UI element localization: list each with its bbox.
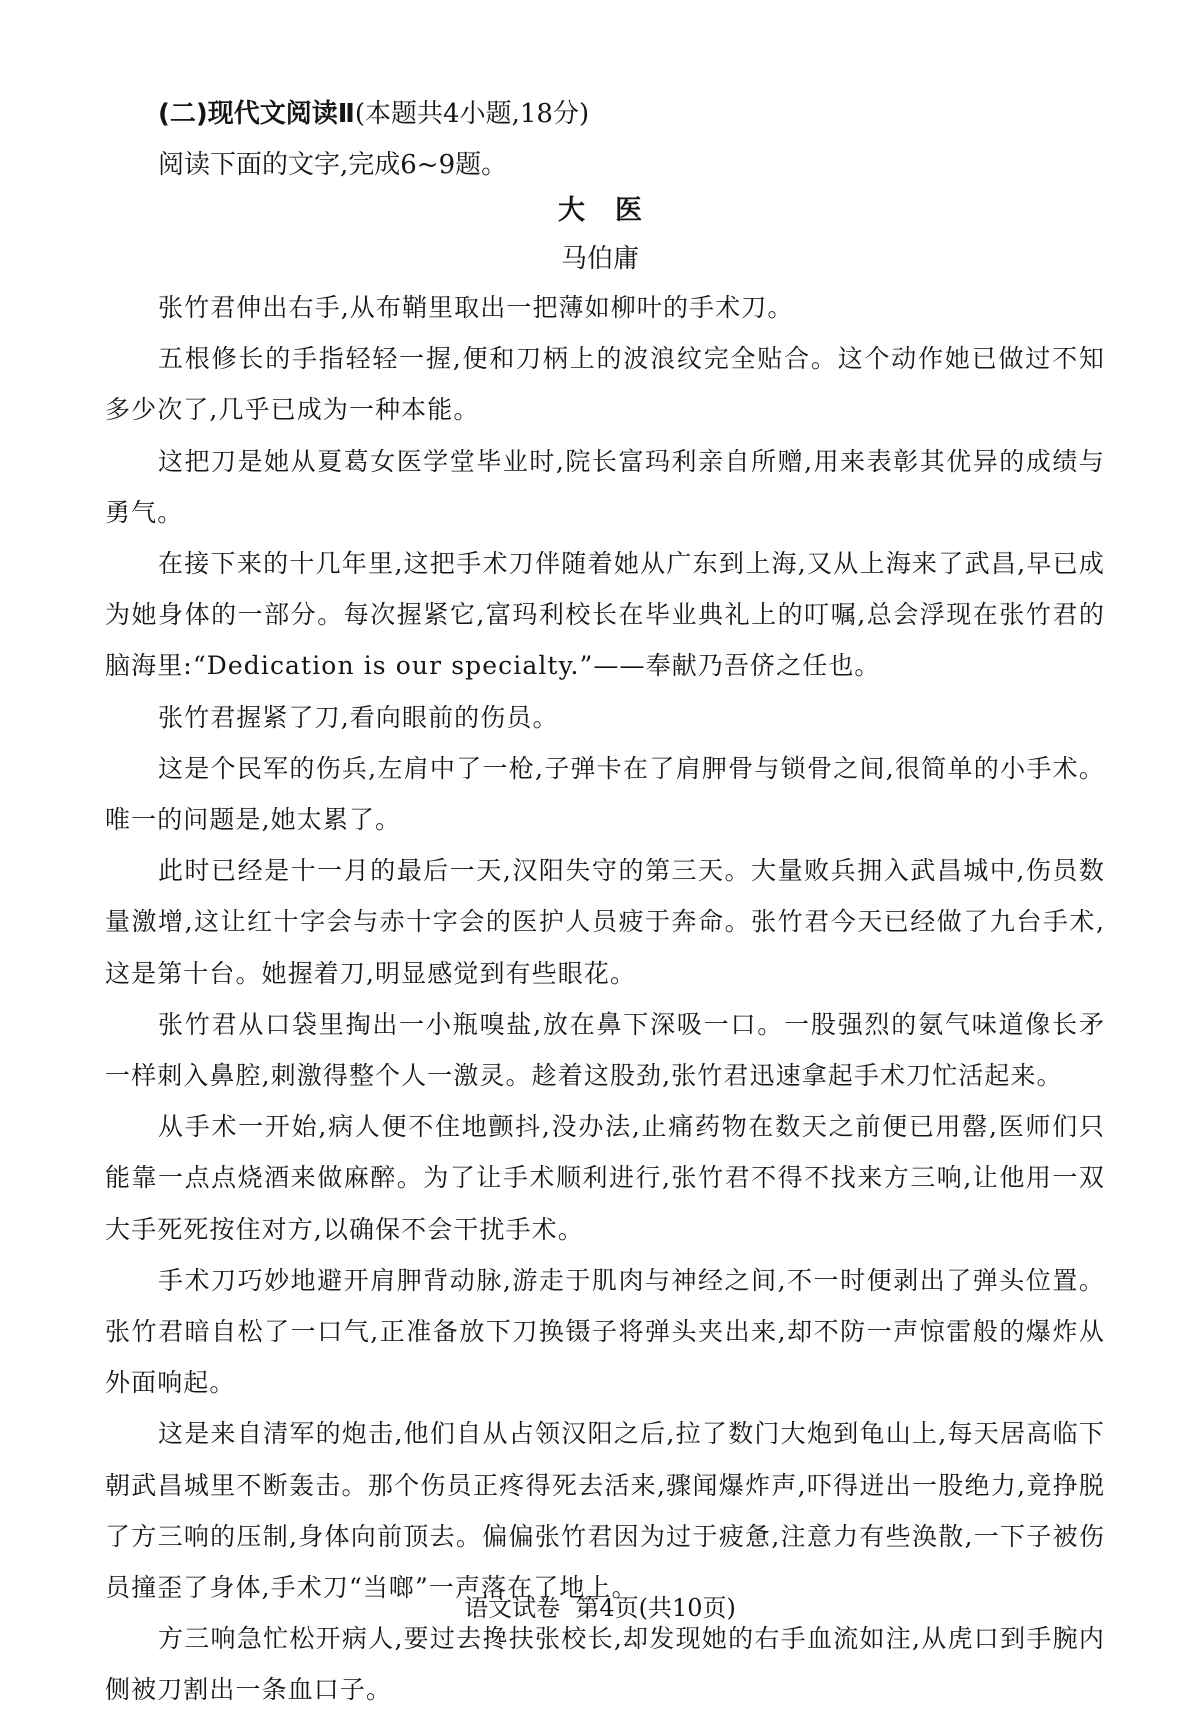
- story-body: [105, 282, 1105, 1716]
- paragraph: 此时已经是十一月的最后一天,汉阳失守的第三天。大量败兵拥入武昌城中,伤员数量激增,这让红十字会与赤十字会的医护人员疲于奔命。张竹君今天已经做了九台手术,这是第十台。她握着刀,明显感觉到有些眼花。: [105, 856, 1105, 988]
- page-footer: 语文试卷 第4页(共10页): [464, 1594, 736, 1622]
- section-label: (二)现代文阅读Ⅱ: [158, 99, 355, 129]
- paragraph: 方三响急忙松开病人,要过去搀扶张校长,却发现她的右手血流如注,从虎口到手腕内侧被刀割出一条血口子。: [105, 1624, 1105, 1705]
- paragraph: 张竹君从口袋里掏出一小瓶嗅盐,放在鼻下深吸一口。一股强烈的氨气味道像长矛一样刺入鼻腔,刺激得整个人一激灵。趁着这股劲,张竹君迅速拿起手术刀忙活起来。: [105, 1009, 1105, 1091]
- paragraph: 从手术一开始,病人便不住地颤抖,没办法,止痛药物在数天之前便已用罄,医师们只能靠一点点烧酒来做麻醉。为了让手术顺利进行,张竹君不得不找来方三响,让他用一双大手死死按住对方,以确保不会干扰手术。: [105, 1112, 1105, 1244]
- paragraph: 在接下来的十几年里,这把手术刀伴随着她从广东到上海,又从上海来了武昌,早已成为她身体的一部分。每次握紧它,富玛利校长在毕业典礼上的叮嘱,总会浮现在张竹君的脑海里:“Dedication is our specialty.”——奉献乃吾侪之任也。: [105, 549, 1105, 681]
- paragraph: 这是个民军的伤兵,左肩中了一枪,子弹卡在了肩胛骨与锁骨之间,很简单的小手术。唯一的问题是,她太累了。: [105, 753, 1105, 835]
- paragraph: 张竹君握紧了刀,看向眼前的伤员。: [158, 702, 559, 732]
- paragraph: 张竹君伸出右手,从布鞘里取出一把薄如柳叶的手术刀。: [158, 293, 794, 322]
- paragraph: 这是来自清军的炮击,他们自从占领汉阳之后,拉了数门大炮到龟山上,每天居高临下朝武昌城里不断轰击。那个伤员正疼得死去活来,骤闻爆炸声,吓得迸出一股绝力,竟挣脱了方三响的压制,身体向前顶去。偏偏张竹君因为过于疲惫,注意力有些涣散,一下子被伤员撞歪了身体,手术刀“当啷”一声落在了地上。: [105, 1419, 1105, 1603]
- reading-instruction: 阅读下面的文字,完成6~9题。: [158, 150, 508, 180]
- story-author: 马伯庸: [560, 244, 639, 274]
- story-title: 大医: [558, 195, 672, 226]
- paragraph: 五根修长的手指轻轻一握,便和刀柄上的波浪纹完全贴合。这个动作她已做过不知多少次了,几乎已成为一种本能。: [105, 344, 1105, 425]
- section-detail: (本题共4小题,18分): [354, 99, 590, 129]
- section-heading: [158, 94, 589, 134]
- paragraph: 手术刀巧妙地避开肩胛背动脉,游走于肌肉与神经之间,不一时便剥出了弹头位置。张竹君暗自松了一口气,正准备放下刀换镊子将弹头夹出来,却不防一声惊雷般的爆炸从外面响起。: [105, 1265, 1105, 1398]
- paragraph: 这把刀是她从夏葛女医学堂毕业时,院长富玛利亲自所赠,用来表彰其优异的成绩与勇气。: [105, 446, 1105, 527]
